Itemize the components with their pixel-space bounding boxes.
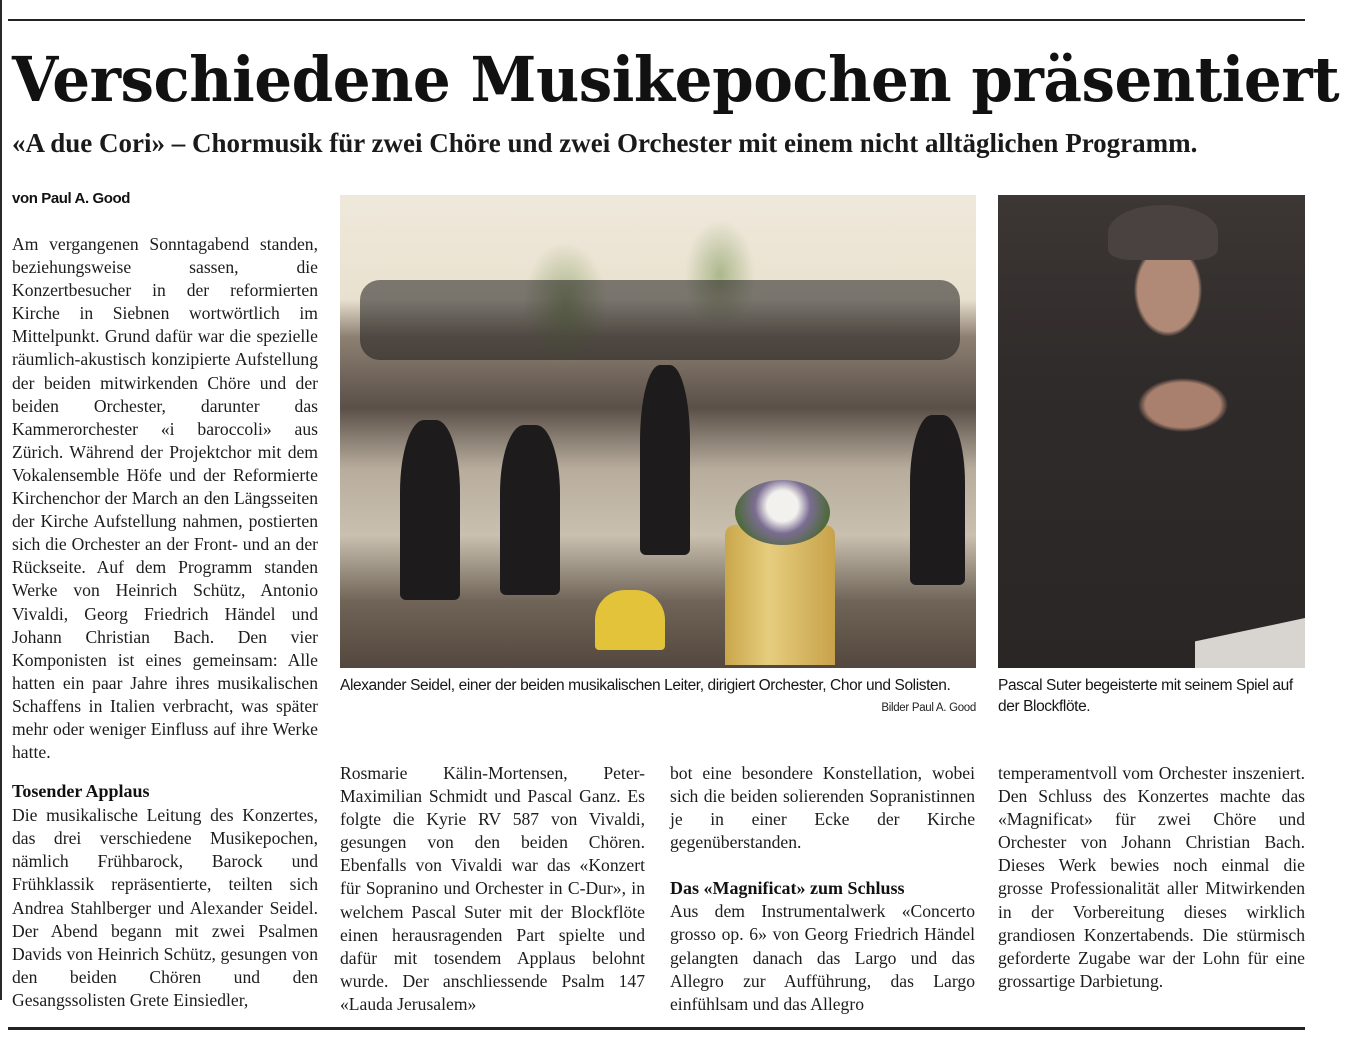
paragraph: Die musikalische Leitung des Konzertes, das drei verschiedene Musikepochen, nämlich Frühbarock, Barock und Frühklassik repräsentierte, teilten sich Andrea Stahlberger und Alexander Seidel. Der Abend begann mit zwei Psalmen Davids von Heinrich Schütz, gesungen von den beiden Chören und den Gesangssolisten Grete Einsiedler, — [12, 805, 318, 1010]
paragraph: Am vergangenen Sonntagabend standen, beziehungsweise sassen, die Konzertbesucher in der reformierten Kirche in Siebnen wortwörtlich im Mittelpunkt. Grund dafür war die spezielle räumlich-akustisch konzipierte Aufstellung der beiden mitwirkenden Chöre und der beiden Orchester, darunter das Kammerorchester «i baroccoli» aus Zürich. Während der Projektchor mit dem Vokalensemble Höfe und der Reformierte Kirchenchor der March an den Längsseiten der Kirche Aufstellung nahmen, postierten sich die Orchester an der Front- und an der Rückseite. Auf dem Programm standen Werke von Heinrich Schütz, Antonio Vivaldi, Georg Friedrich Händel und Johann Christian Bach. Den vier Komponisten ist eines gemeinsam: Alle hatten ein paar Jahre ihres musikalischen Schaffens in Italien verbracht, was später mehr oder weniger Einfluss auf ihre Werke hatte. — [12, 234, 318, 763]
paragraph: temperamentvoll vom Orchester inszeniert. Den Schluss des Konzertes machte das «Magnificat» für zwei Chöre und Orchester von Johann Christian Bach. Dieses Werk bewies noch einmal die grosse Professionalität aller Mitwirkenden in der Vorbereitung dieses wirklich grandiosen Konzertabends. Die stürmisch geforderte Zugabe war der Lohn für eine grossartige Darbietung. — [998, 763, 1305, 991]
soprano-figure — [910, 415, 965, 585]
audience-member — [595, 590, 665, 650]
musician-head — [1108, 205, 1218, 260]
concert-photo — [340, 195, 976, 668]
photo-caption-side: Pascal Suter begeisterte mit seinem Spiel auf der Blockflöte. — [998, 677, 1293, 715]
singer-figure — [400, 420, 460, 600]
byline: von Paul A. Good — [12, 190, 131, 207]
flower-arrangement — [735, 480, 830, 545]
photo-credit: Bilder Paul A. Good — [881, 702, 976, 714]
article-column-4 — [998, 762, 1305, 993]
article-column-2 — [340, 762, 645, 1016]
bottom-rule — [8, 1027, 1305, 1030]
subheading: Das «Magnificat» zum Schluss — [670, 878, 905, 899]
subheadline: «A due Cori» – Chormusik für zwei Chöre und zwei Orchester mit einem nicht alltäglichen Programm. — [12, 128, 1198, 158]
article-column-3 — [670, 762, 975, 1016]
page-left-border — [0, 0, 2, 1000]
article-column-1 — [12, 233, 318, 1012]
photo-caption-main: Alexander Seidel, einer der beiden musikalischen Leiter, dirigiert Orchester, Chor und Solisten. — [340, 677, 951, 694]
recorder-player-photo — [998, 195, 1305, 668]
subheading: Tosender Applaus — [12, 781, 150, 802]
paragraph: bot eine besondere Konstellation, wobei sich die beiden solierenden Sopranistinnen je in einer Ecke der Kirche gegenüberstanden. — [670, 763, 975, 853]
headline: Verschiedene Musikepochen präsentiert — [12, 43, 1340, 116]
music-stand — [1195, 618, 1305, 668]
top-rule — [8, 19, 1305, 21]
orchestra-group — [360, 280, 960, 360]
paragraph: Aus dem Instrumentalwerk «Concerto grosso op. 6» von Georg Friedrich Händel gelangten danach das Largo und das Allegro zur Aufführung, das Largo einfühlsam und das Allegro — [670, 901, 975, 1014]
flower-podium — [725, 525, 835, 665]
singer-figure — [500, 425, 560, 595]
conductor-figure — [640, 365, 690, 555]
paragraph: Rosmarie Kälin-Mortensen, Peter-Maximilian Schmidt und Pascal Ganz. Es folgte die Kyrie RV 587 von Vivaldi, gesungen von den beiden Chören. Ebenfalls von Vivaldi war das «Konzert für Sopranino und Orchester in C-Dur», in welchem Pascal Suter mit der Blockflöte einen herausragenden Part spielte und dafür mit tosendem Applaus belohnt wurde. Der anschliessende Psalm 147 «Lauda Jerusalem» — [340, 763, 645, 1014]
